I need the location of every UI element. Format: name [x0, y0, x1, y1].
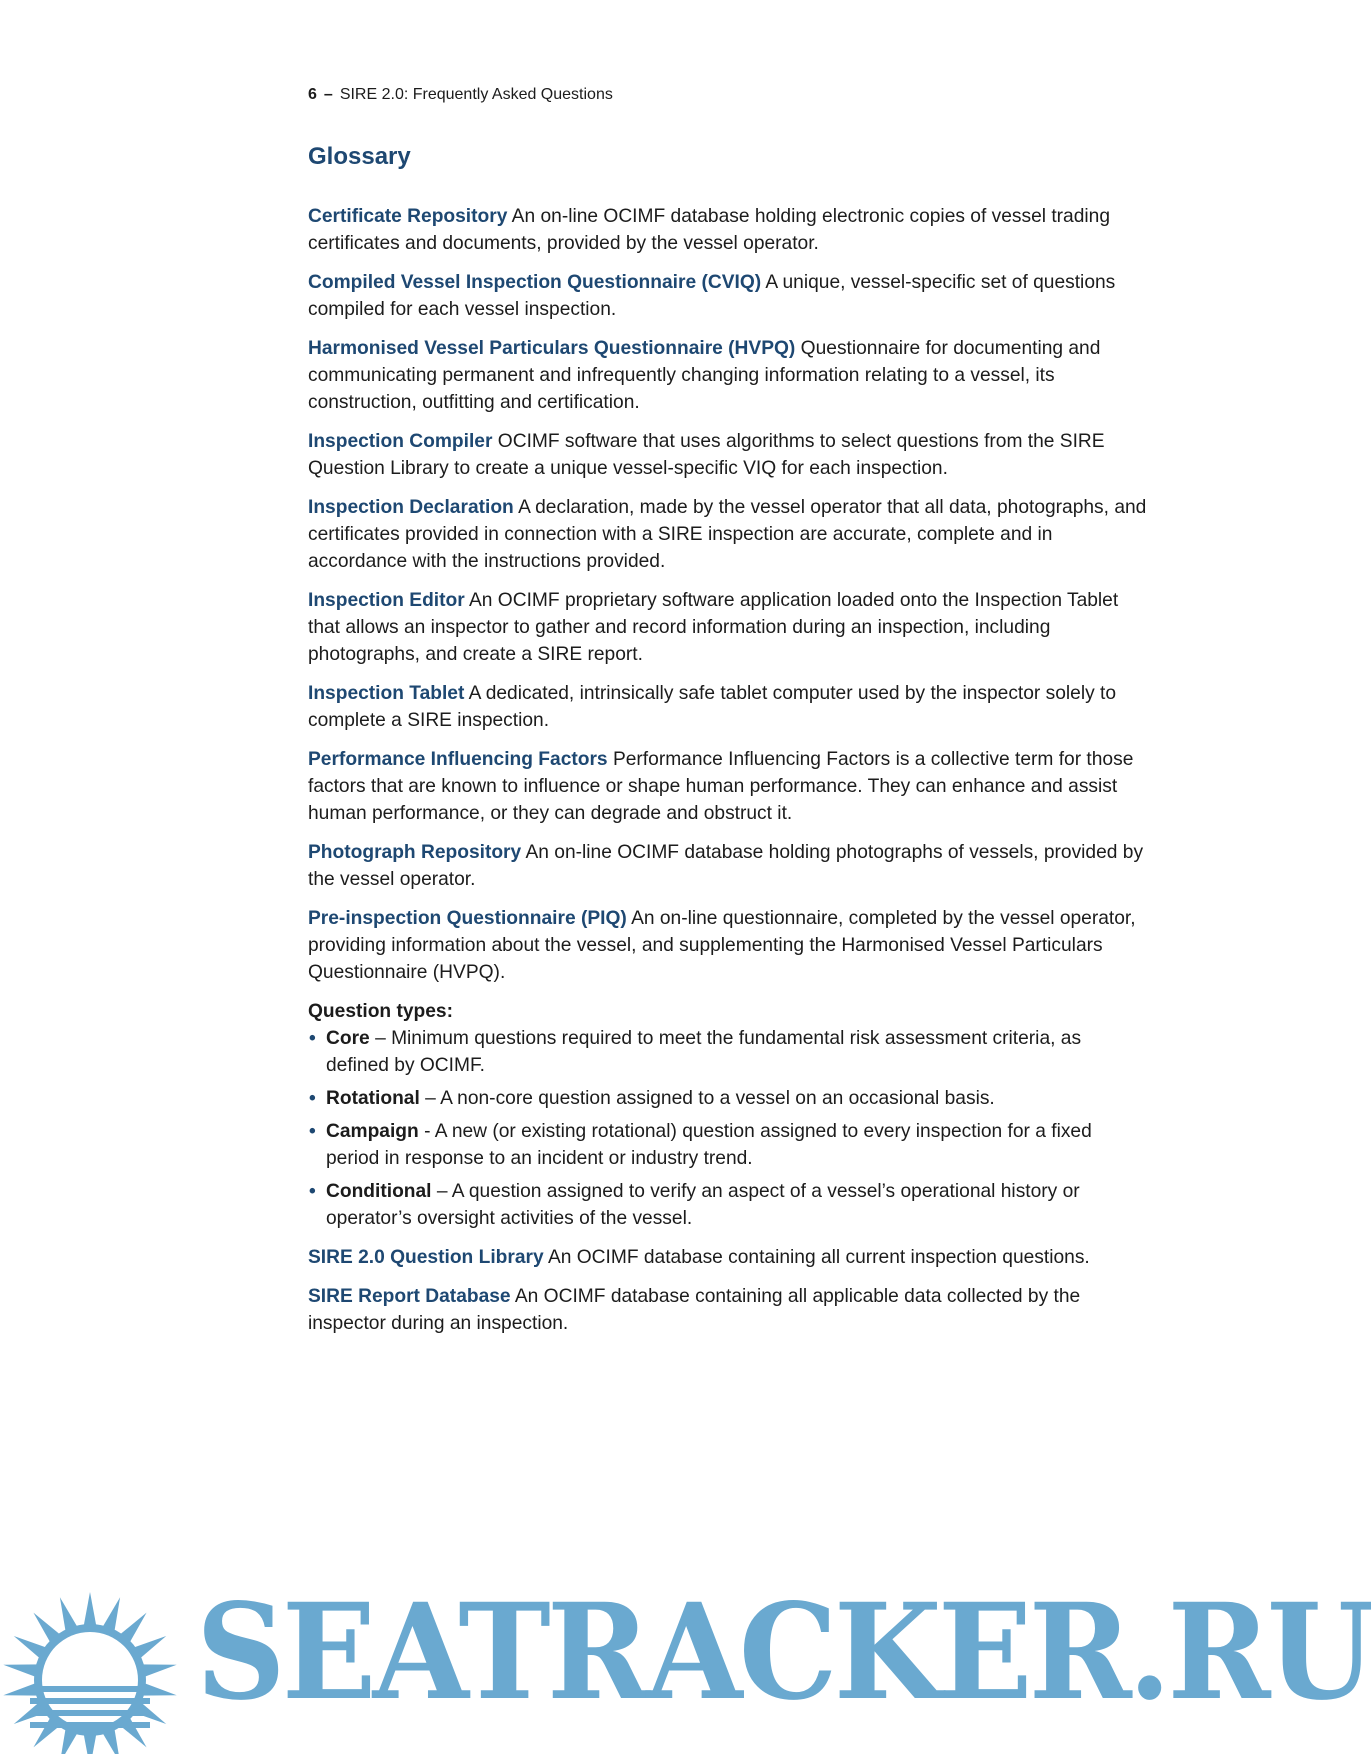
glossary-term: Compiled Vessel Inspection Questionnaire (CVIQ)	[308, 272, 762, 293]
glossary-entry	[308, 905, 1148, 986]
glossary-entry	[308, 203, 1148, 257]
glossary-entry	[308, 1244, 1148, 1271]
glossary-definition: A dedicated, intrinsically safe tablet computer used by the inspector solely to complete a SIRE inspection.	[308, 683, 1117, 731]
glossary-definition: OCIMF software that uses algorithms to select questions from the SIRE Question Library to create a unique vessel-specific VIQ for each inspection.	[308, 431, 1105, 479]
glossary-entry	[308, 746, 1148, 827]
glossary-entries-after	[308, 1244, 1148, 1337]
glossary-entry	[308, 494, 1148, 575]
glossary-definition: An on-line questionnaire, completed by the vessel operator, providing information about the vessel, and supplementing the Harmonised Vessel Particulars Questionnaire (HVPQ).	[308, 908, 1136, 983]
glossary-entry	[308, 839, 1148, 893]
glossary-definition: Questionnaire for documenting and communicating permanent and infrequently changing information relating to a vessel, its construction, outfitting and certification.	[308, 338, 1101, 413]
glossary-term: Photograph Repository	[308, 842, 522, 863]
glossary-content	[308, 203, 1148, 1349]
glossary-entry	[308, 587, 1148, 668]
bullet-icon: •	[309, 1028, 316, 1049]
question-type-item	[308, 1118, 1148, 1172]
glossary-term: Inspection Compiler	[308, 431, 493, 452]
bullet-icon: •	[309, 1181, 316, 1202]
glossary-term: Harmonised Vessel Particulars Questionnaire (HVPQ)	[308, 338, 796, 359]
glossary-entry	[308, 335, 1148, 416]
question-type-name: Core	[326, 1028, 370, 1049]
running-header	[308, 86, 613, 104]
question-types-list	[308, 1025, 1148, 1232]
watermark-text: SEATRACKER.RU	[196, 1575, 1371, 1730]
question-type-description: – Minimum questions required to meet the fundamental risk assessment criteria, as defined by OCIMF.	[326, 1028, 1082, 1076]
page-number: 6	[308, 86, 317, 103]
glossary-term: Inspection Tablet	[308, 683, 465, 704]
glossary-term: Performance Influencing Factors	[308, 749, 608, 770]
question-type-item	[308, 1025, 1148, 1079]
glossary-entry	[308, 269, 1148, 323]
glossary-definition: An OCIMF database containing all current inspection questions.	[547, 1247, 1090, 1268]
glossary-term: Inspection Editor	[308, 590, 465, 611]
question-type-name: Conditional	[326, 1181, 432, 1202]
document-title: SIRE 2.0: Frequently Asked Questions	[339, 86, 613, 103]
bullet-icon: •	[309, 1121, 316, 1142]
glossary-term: Inspection Declaration	[308, 497, 514, 518]
bullet-icon: •	[309, 1088, 316, 1109]
glossary-term: SIRE 2.0 Question Library	[308, 1247, 544, 1268]
glossary-term: Certificate Repository	[308, 206, 508, 227]
glossary-definition: A unique, vessel-specific set of questions compiled for each vessel inspection.	[308, 272, 1116, 320]
question-type-name: Campaign	[326, 1121, 419, 1142]
glossary-definition: An on-line OCIMF database holding photographs of vessels, provided by the vessel operator.	[308, 842, 1144, 890]
sun-ray	[83, 1592, 97, 1628]
glossary-definition: Performance Influencing Factors is a collective term for those factors that are known to influence or shape human performance. They can enhance and assist human performance, or they can degrade and obstruct it.	[308, 749, 1134, 824]
glossary-definition: An on-line OCIMF database holding electronic copies of vessel trading certificates and documents, provided by the vessel operator.	[308, 206, 1111, 254]
question-type-description: – A question assigned to verify an aspect of a vessel’s operational history or operator’s oversight activities of the vessel.	[326, 1181, 1080, 1229]
glossary-term: Pre-inspection Questionnaire (PIQ)	[308, 908, 627, 929]
glossary-entry	[308, 428, 1148, 482]
glossary-entry	[308, 680, 1148, 734]
glossary-term: SIRE Report Database	[308, 1286, 511, 1307]
question-types-heading: Question types:	[308, 1001, 453, 1022]
glossary-entries-before	[308, 203, 1148, 986]
question-type-item	[308, 1085, 1148, 1112]
glossary-definition: An OCIMF proprietary software application loaded onto the Inspection Tablet that allows an inspector to gather and record information during an inspection, including photographs, and create a SIRE report.	[308, 590, 1119, 665]
question-type-description: - A new (or existing rotational) question assigned to every inspection for a fixed period in response to an incident or industry trend.	[326, 1121, 1092, 1169]
question-type-item	[308, 1178, 1148, 1232]
glossary-entry	[308, 1283, 1148, 1337]
question-type-description: – A non-core question assigned to a vessel on an occasional basis.	[425, 1088, 995, 1109]
glossary-definition: A declaration, made by the vessel operator that all data, photographs, and certificates provided in connection with a SIRE inspection are accurate, complete and in accordance with the instructions provided.	[308, 497, 1147, 572]
question-types-section	[308, 998, 1148, 1232]
header-separator: –	[323, 86, 333, 103]
glossary-definition: An OCIMF database containing all applicable data collected by the inspector during an inspection.	[308, 1286, 1081, 1334]
question-type-name: Rotational	[326, 1088, 420, 1109]
page-title: Glossary	[308, 143, 411, 170]
